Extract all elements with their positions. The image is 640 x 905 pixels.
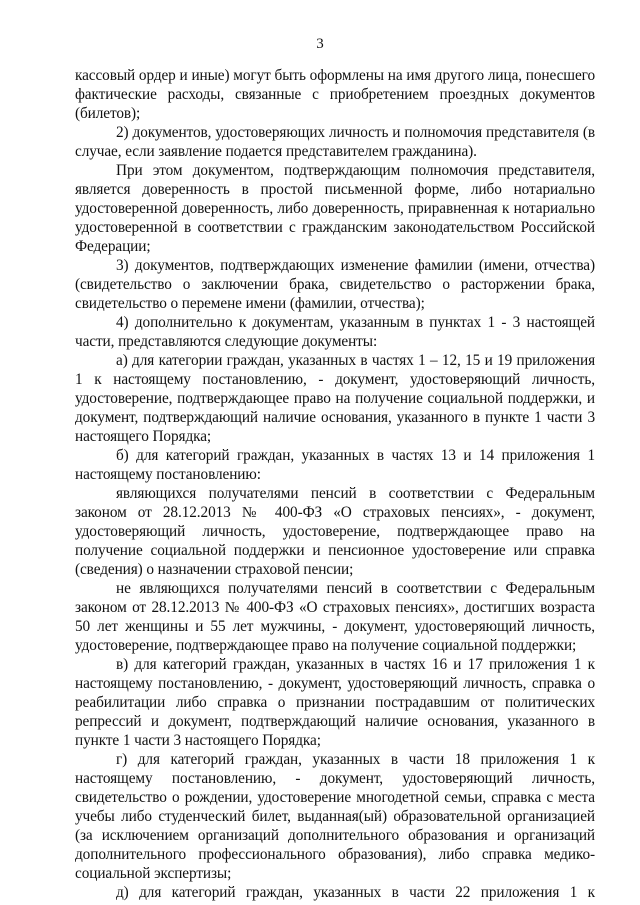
paragraph-9: не являющихся получателями пенсий в соответствии с Федеральным законом от 28.12.2013 № 400-ФЗ «О страховых пенсиях», достигших возраста 50 лет женщины и 55 лет мужчины, - документ, удостоверяющий личность, удостоверение, подтверждающее право на получение социальной поддержки; [75, 580, 595, 654]
paragraph-10: в) для категорий граждан, указанных в частях 16 и 17 приложения 1 к настоящему постановлению, - документ, удостоверяющий личность, справка о реабилитации либо справка о признании пострадавшим от политических репрессий и документ, подтверждающий наличие основания, указанного в пункте 1 части 3 настоящего Порядка; [75, 656, 595, 749]
paragraph-6: а) для категории граждан, указанных в частях 1 – 12, 15 и 19 приложения 1 к настоящему постановлению, - документ, удостоверяющий личность, удостоверение, подтверждающее право на получение социальной поддержки, и документ, подтверждающий наличие основания, указанного в пункте 1 части 3 настоящего Порядка; [75, 352, 595, 445]
paragraph-5: 4) дополнительно к документам, указанным в пунктах 1 - 3 настоящей части, представляются следующие документы: [75, 314, 595, 350]
paragraph-11: г) для категорий граждан, указанных в части 18 приложения 1 к настоящему постановлению, - документ, удостоверяющий личность, свидетельство о рождении, удостоверение многодетной семьи, справка с места учебы либо студенческий билет, выданная(ый) образовательной организацией (за исключением организаций дополнительного образования и организаций дополнительного профессионального образования), либо справка медико-социальной экспертизы; [75, 751, 595, 882]
paragraph-8: являющихся получателями пенсий в соответствии с Федеральным законом от 28.12.2013 № 400-ФЗ «О страховых пенсиях», - документ, удостоверяющий личность, удостоверение, подтверждающее право на получение социальной поддержки и пенсионное удостоверение или справка (сведения) о назначении страховой пенсии; [75, 485, 595, 578]
paragraph-4: 3) документов, подтверждающих изменение фамилии (имени, отчества) (свидетельство о заключении брака, свидетельство о расторжении брака, свидетельство о перемене имени (фамилии, отчества); [75, 257, 595, 312]
paragraph-3: При этом документом, подтверждающим полномочия представителя, является доверенность в простой письменной форме, либо нотариально удостоверенной доверенность, либо доверенность, приравненная к нотариально удостоверенной в соответствии с гражданским законодательством Российской Федерации; [75, 162, 595, 255]
paragraph-1: кассовый ордер и иные) могут быть оформлены на имя другого лица, понесшего фактические расходы, связанные с приобретением проездных документов (билетов); [75, 67, 595, 122]
page-number: 3 [316, 36, 324, 52]
paragraph-7: б) для категорий граждан, указанных в частях 13 и 14 приложения 1 настоящему постановлению: [75, 447, 595, 483]
document-body [75, 66, 595, 902]
paragraph-2: 2) документов, удостоверяющих личность и полномочия представителя (в случае, если заявление подается представителем гражданина). [75, 124, 595, 160]
paragraph-12: д) для категорий граждан, указанных в части 22 приложения 1 к [116, 884, 595, 901]
